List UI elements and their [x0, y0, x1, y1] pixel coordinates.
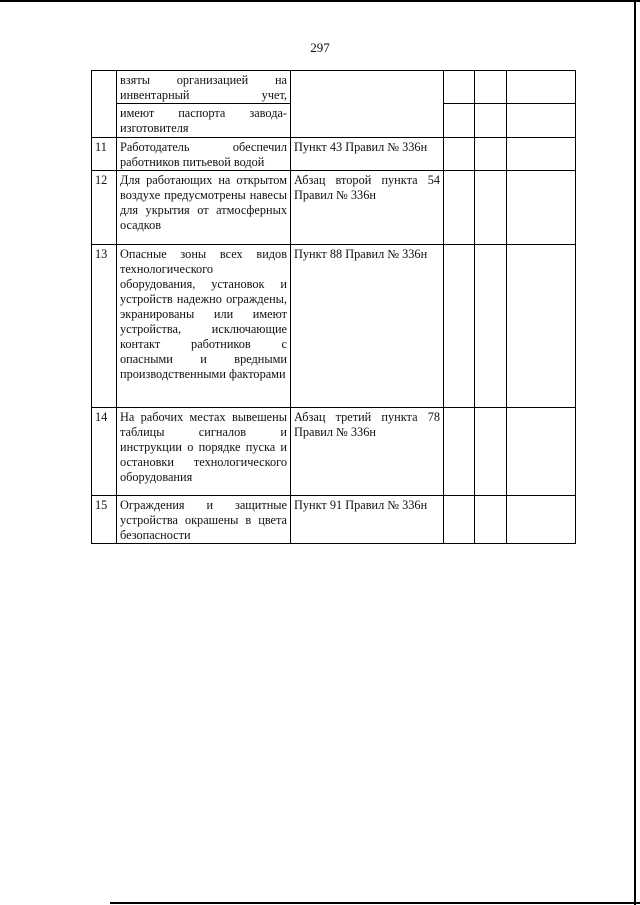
reference-cell: Пункт 91 Правил № 336н	[291, 496, 444, 544]
question-cell: Для работающих на открытом воздухе предусмотрены навесы для укрытия от атмосферных осадков	[117, 171, 291, 245]
table-row	[92, 496, 576, 544]
answer-no-cell	[475, 408, 507, 496]
row-number-cell: 14	[92, 408, 117, 496]
answer-yes-cell	[444, 496, 475, 544]
question-cell: На рабочих местах вывешены таблицы сигналов и инструкции о порядке пуска и остановки технологического оборудования	[117, 408, 291, 496]
reference-cell: Абзац третий пункта 78 Правил № 336н	[291, 408, 444, 496]
question-cell: Работодатель обеспечил работников питьевой водой	[117, 138, 291, 171]
row-number-cell: 12	[92, 171, 117, 245]
answer-yes-cell	[444, 71, 475, 104]
answer-yes-cell	[444, 245, 475, 408]
reference-cell	[291, 71, 444, 138]
answer-yes-cell	[444, 138, 475, 171]
row-number-cell: 11	[92, 138, 117, 171]
table-row	[92, 245, 576, 408]
answer-na-cell	[507, 408, 576, 496]
table-row	[92, 408, 576, 496]
checklist-table	[91, 70, 576, 544]
answer-no-cell	[475, 138, 507, 171]
scan-border-right	[634, 0, 636, 905]
row-number-cell	[92, 71, 117, 138]
question-cell: Ограждения и защитные устройства окрашены в цвета безопасности	[117, 496, 291, 544]
scan-border-top	[0, 0, 640, 2]
row-number-cell: 15	[92, 496, 117, 544]
answer-no-cell	[475, 171, 507, 245]
answer-yes-cell	[444, 171, 475, 245]
answer-no-cell	[475, 104, 507, 138]
answer-yes-cell	[444, 408, 475, 496]
table-row	[92, 171, 576, 245]
answer-na-cell	[507, 104, 576, 138]
question-cell: взяты организацией на инвентарный учет,	[117, 71, 291, 104]
answer-no-cell	[475, 496, 507, 544]
reference-cell: Пункт 43 Правил № 336н	[291, 138, 444, 171]
answer-no-cell	[475, 245, 507, 408]
reference-cell: Пункт 88 Правил № 336н	[291, 245, 444, 408]
answer-na-cell	[507, 171, 576, 245]
page-number: 297	[310, 40, 330, 55]
scan-border-bottom	[110, 902, 640, 904]
reference-cell: Абзац второй пункта 54 Правил № 336н	[291, 171, 444, 245]
question-cell: имеют паспорта завода-изготовителя	[117, 104, 291, 138]
row-number-cell: 13	[92, 245, 117, 408]
question-cell: Опасные зоны всех видов технологического оборудования, установок и устройств надежно ограждены, экранированы или имеют устройства, исключающие контакт работников с опасными и вредными производственными факторами	[117, 245, 291, 408]
answer-na-cell	[507, 245, 576, 408]
table-row	[92, 138, 576, 171]
answer-yes-cell	[444, 104, 475, 138]
answer-na-cell	[507, 138, 576, 171]
answer-no-cell	[475, 71, 507, 104]
table-row	[92, 71, 576, 104]
answer-na-cell	[507, 496, 576, 544]
answer-na-cell	[507, 71, 576, 104]
